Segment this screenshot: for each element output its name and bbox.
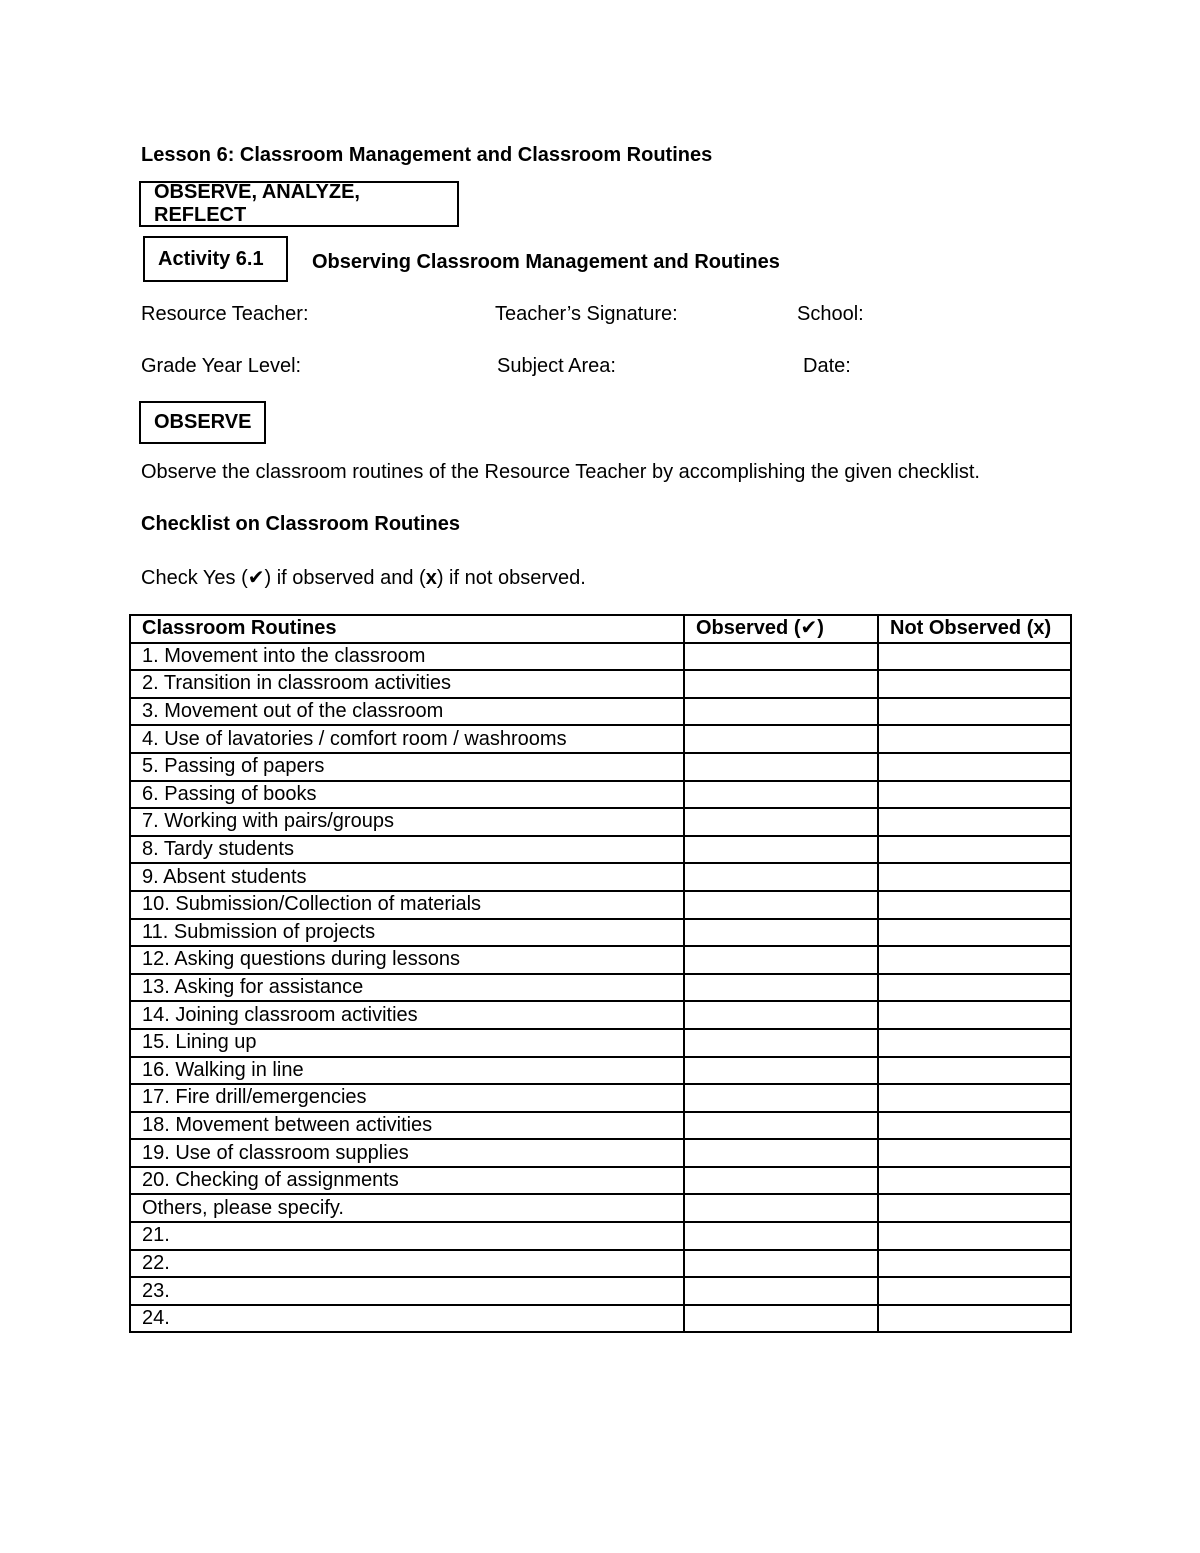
observed-cell[interactable] [684,808,878,836]
table-row [130,698,1071,726]
not-observed-cell[interactable] [878,863,1071,891]
not-observed-cell[interactable] [878,781,1071,809]
instruction-text: Observe the classroom routines of the Resource Teacher by accomplishing the given checklist. [141,461,980,483]
not-observed-cell[interactable] [878,1167,1071,1195]
observed-cell[interactable] [684,670,878,698]
x-mark: x [425,567,437,589]
observed-cell[interactable] [684,1222,878,1250]
observed-cell[interactable] [684,1084,878,1112]
table-row [130,1250,1071,1278]
not-observed-cell[interactable] [878,1277,1071,1305]
not-observed-cell[interactable] [878,1084,1071,1112]
observed-cell[interactable] [684,1057,878,1085]
school-field: School: [797,303,864,325]
observed-cell[interactable] [684,1305,878,1333]
not-observed-cell[interactable] [878,643,1071,671]
table-row [130,753,1071,781]
observed-cell[interactable] [684,1001,878,1029]
routine-label: 5. Passing of papers [130,753,684,781]
not-observed-cell[interactable] [878,1139,1071,1167]
check-instruction-suffix: ) if not observed. [436,567,586,589]
table-row [130,1084,1071,1112]
checklist-body [130,643,1071,1333]
table-row [130,670,1071,698]
check-mark-icon: ✔ [247,567,265,589]
not-observed-cell[interactable] [878,974,1071,1002]
not-observed-cell[interactable] [878,1222,1071,1250]
check-instruction-prefix: Check Yes ( [141,567,248,589]
routine-label: 7. Working with pairs/groups [130,808,684,836]
not-observed-cell[interactable] [878,725,1071,753]
not-observed-cell[interactable] [878,1194,1071,1222]
table-header-row [130,615,1071,643]
teacher-signature-field: Teacher’s Signature: [495,303,678,325]
observed-cell[interactable] [684,1167,878,1195]
table-row [130,725,1071,753]
table-row [130,863,1071,891]
not-observed-cell[interactable] [878,753,1071,781]
grade-year-level-field: Grade Year Level: [141,355,302,377]
routine-label: 12. Asking questions during lessons [130,946,684,974]
routine-label: 21. [130,1222,684,1250]
table-row [130,643,1071,671]
table-row [130,1057,1071,1085]
routine-label: 13. Asking for assistance [130,974,684,1002]
check-instruction-middle: ) if observed and ( [264,567,426,589]
observed-cell[interactable] [684,698,878,726]
routine-label: 2. Transition in classroom activities [130,670,684,698]
routine-label: 16. Walking in line [130,1057,684,1085]
not-observed-cell[interactable] [878,1112,1071,1140]
observed-cell[interactable] [684,836,878,864]
routine-label: 4. Use of lavatories / comfort room / washrooms [130,725,684,753]
header-classroom-routines: Classroom Routines [130,615,684,643]
table-row [130,1305,1071,1333]
observed-cell[interactable] [684,781,878,809]
resource-teacher-field: Resource Teacher: [141,303,309,325]
table-row [130,1029,1071,1057]
header-observed: Observed (✔) [684,615,878,643]
table-row [130,808,1071,836]
observed-cell[interactable] [684,919,878,947]
routine-label: 11. Submission of projects [130,919,684,947]
routine-label: Others, please specify. [130,1194,684,1222]
checklist-table [129,614,1072,1333]
routine-label: 22. [130,1250,684,1278]
not-observed-cell[interactable] [878,919,1071,947]
not-observed-cell[interactable] [878,1250,1071,1278]
routine-label: 17. Fire drill/emergencies [130,1084,684,1112]
not-observed-cell[interactable] [878,891,1071,919]
not-observed-cell[interactable] [878,946,1071,974]
observed-cell[interactable] [684,946,878,974]
routine-label: 1. Movement into the classroom [130,643,684,671]
section-box-label: OBSERVE, ANALYZE, REFLECT [154,181,360,226]
table-row [130,1277,1071,1305]
routine-label: 8. Tardy students [130,836,684,864]
observed-cell[interactable] [684,643,878,671]
table-row [130,1139,1071,1167]
activity-title: Observing Classroom Management and Routines [312,251,780,273]
observed-cell[interactable] [684,974,878,1002]
not-observed-cell[interactable] [878,1029,1071,1057]
routine-label: 15. Lining up [130,1029,684,1057]
routine-label: 9. Absent students [130,863,684,891]
observed-cell[interactable] [684,1112,878,1140]
table-row [130,946,1071,974]
routine-label: 6. Passing of books [130,781,684,809]
routine-label: 23. [130,1277,684,1305]
table-row [130,1167,1071,1195]
table-row [130,974,1071,1002]
header-not-observed: Not Observed (x) [878,615,1071,643]
observed-cell[interactable] [684,1029,878,1057]
observed-cell[interactable] [684,1194,878,1222]
routine-label: 24. [130,1305,684,1333]
table-row [130,891,1071,919]
date-field: Date: [803,355,851,377]
not-observed-cell[interactable] [878,1001,1071,1029]
checklist-title: Checklist on Classroom Routines [141,513,460,535]
not-observed-cell[interactable] [878,1305,1071,1333]
not-observed-cell[interactable] [878,1057,1071,1085]
observe-box [139,401,266,444]
observed-cell[interactable] [684,863,878,891]
table-row [130,781,1071,809]
table-row [130,919,1071,947]
activity-label: Activity 6.1 [158,247,264,270]
routine-label: 18. Movement between activities [130,1112,684,1140]
observed-cell[interactable] [684,753,878,781]
table-row [130,1194,1071,1222]
not-observed-cell[interactable] [878,670,1071,698]
not-observed-cell[interactable] [878,698,1071,726]
not-observed-cell[interactable] [878,808,1071,836]
activity-box [143,236,288,282]
observe-box-label: OBSERVE [154,411,252,433]
table-row [130,1001,1071,1029]
table-row [130,836,1071,864]
observed-cell[interactable] [684,891,878,919]
section-box [139,181,459,227]
routine-label: 20. Checking of assignments [130,1167,684,1195]
observed-cell[interactable] [684,725,878,753]
routine-label: 14. Joining classroom activities [130,1001,684,1029]
subject-area-field: Subject Area: [497,355,616,377]
check-instruction [141,565,586,590]
table-row [130,1112,1071,1140]
routine-label: 19. Use of classroom supplies [130,1139,684,1167]
table-row [130,1222,1071,1250]
observed-cell[interactable] [684,1277,878,1305]
not-observed-cell[interactable] [878,836,1071,864]
routine-label: 10. Submission/Collection of materials [130,891,684,919]
lesson-title: Lesson 6: Classroom Management and Classroom Routines [141,144,713,166]
routine-label: 3. Movement out of the classroom [130,698,684,726]
observed-cell[interactable] [684,1250,878,1278]
observed-cell[interactable] [684,1139,878,1167]
